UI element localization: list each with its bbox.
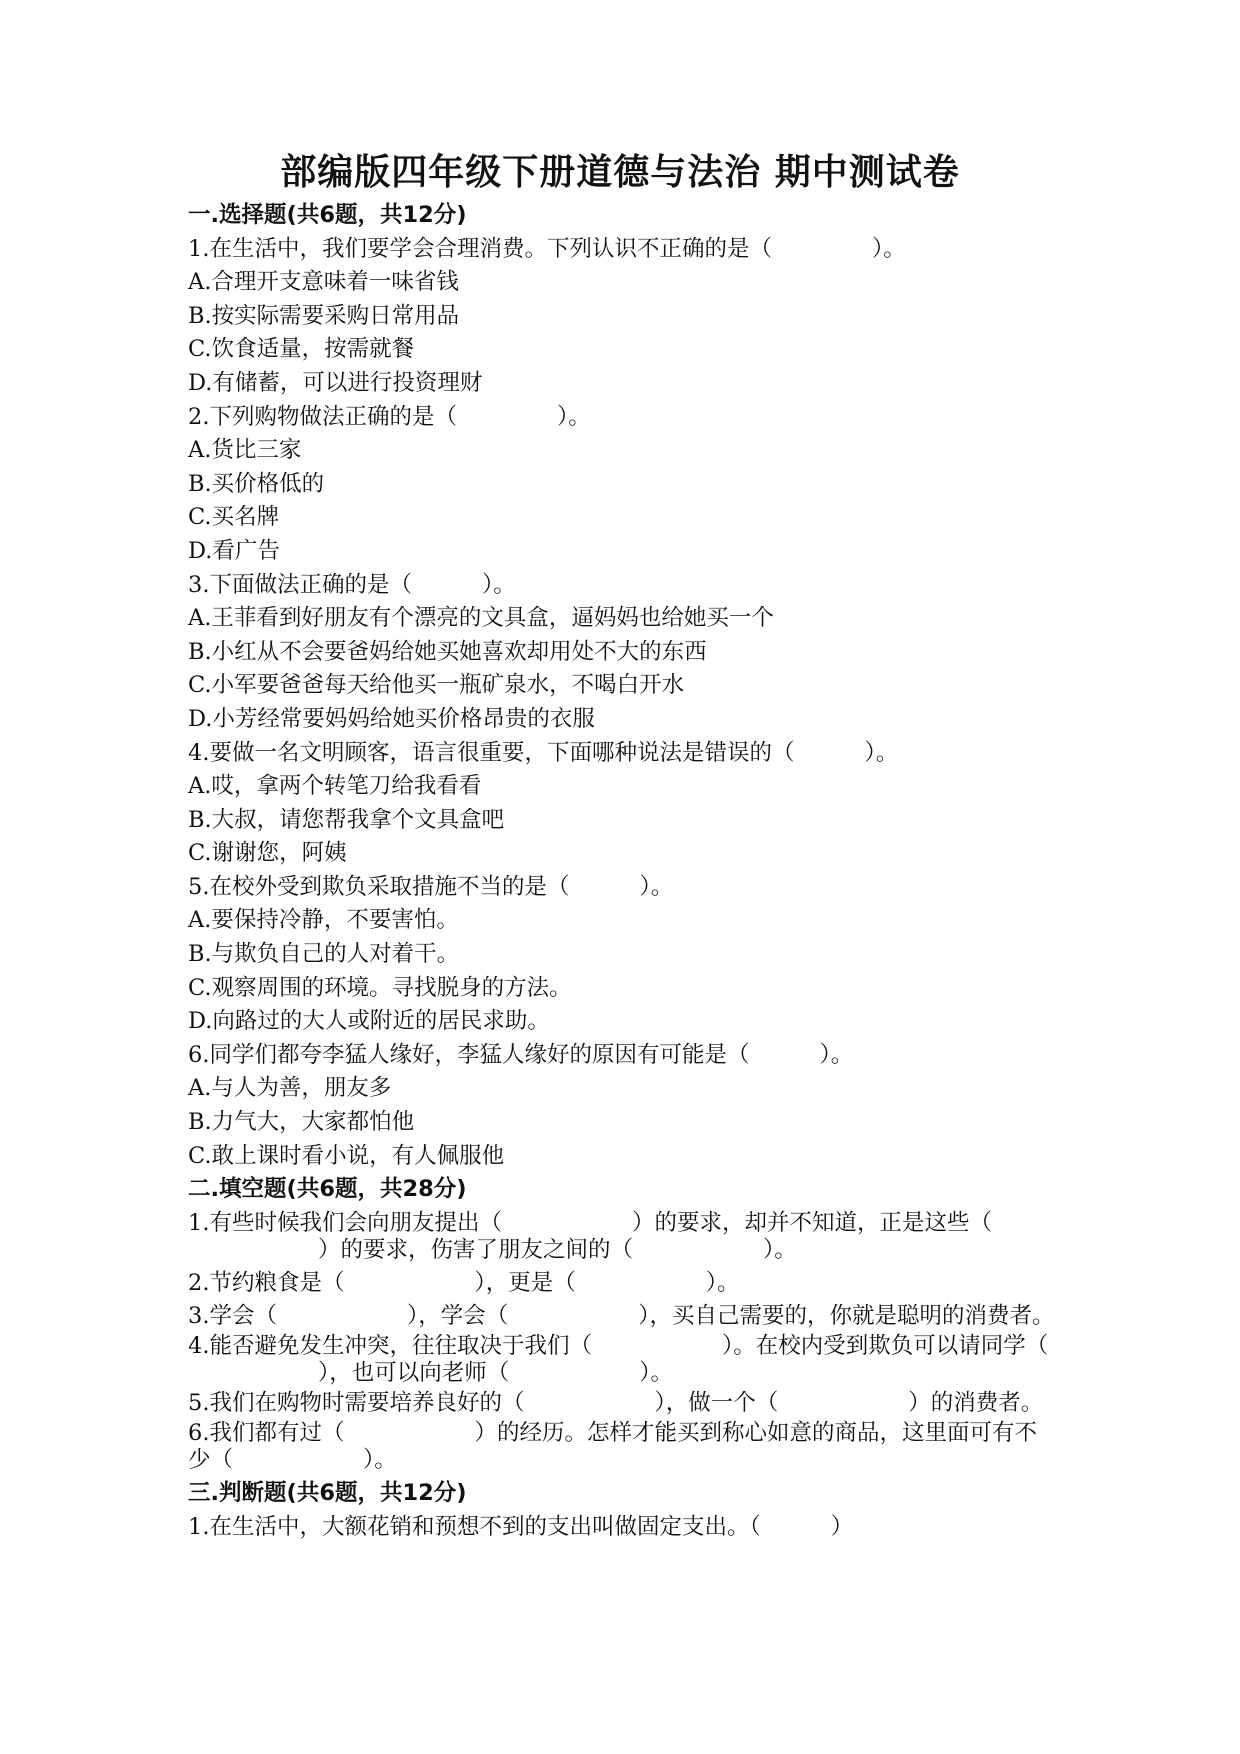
option: D.向路过的大人或附近的居民求助。 xyxy=(188,1008,550,1035)
section-header-fill: 二.填空题(共6题，共28分) xyxy=(188,1176,467,1203)
option: B.力气大，大家都怕他 xyxy=(188,1109,415,1136)
question-stem: 5.在校外受到欺负采取措施不当的是（ ）。 xyxy=(188,873,674,900)
option: B.与欺负自己的人对着干。 xyxy=(188,941,460,968)
question-stem: 2.下列购物做法正确的是（ ）。 xyxy=(188,403,591,430)
exam-content xyxy=(188,199,1058,1545)
fill-question: 1.有些时候我们会向朋友提出（ ）的要求，却并不知道，正是这些（）的要求，伤害了朋友之间的（ ）。 xyxy=(188,1209,992,1263)
option: B.按实际需要采购日常用品 xyxy=(188,302,460,329)
option: C.小军要爸爸每天给他买一瓶矿泉水，不喝白开水 xyxy=(188,672,685,699)
question-stem: 1.在生活中，我们要学会合理消费。下列认识不正确的是（ ）。 xyxy=(188,235,906,262)
question-stem: 3.下面做法正确的是（ ）。 xyxy=(188,571,516,598)
option: C.谢谢您，阿姨 xyxy=(188,840,347,867)
exam-title: 部编版四年级下册道德与法治 期中测试卷 xyxy=(280,152,960,193)
question-stem: 4.要做一名文明顾客，语言很重要，下面哪种说法是错误的（ ）。 xyxy=(188,739,899,766)
option: A.哎，拿两个转笔刀给我看看 xyxy=(188,773,482,800)
option: D.小芳经常要妈妈给她买价格昂贵的衣服 xyxy=(188,705,595,732)
option: A.与人为善，朋友多 xyxy=(188,1075,392,1102)
option: C.买名牌 xyxy=(188,504,280,531)
option: A.合理开支意味着一味省钱 xyxy=(188,269,459,296)
section-header-judge: 三.判断题(共6题，共12分) xyxy=(188,1480,467,1507)
section-header-choice: 一.选择题(共6题，共12分) xyxy=(188,202,467,228)
option: A.货比三家 xyxy=(188,437,302,464)
question-stem: 6.同学们都夸李猛人缘好，李猛人缘好的原因有可能是（ ）。 xyxy=(188,1041,854,1068)
option: B.大叔，请您帮我拿个文具盒吧 xyxy=(188,806,505,833)
option: B.小红从不会要爸妈给她买她喜欢却用处不大的东西 xyxy=(188,638,707,665)
option: D.有储蓄，可以进行投资理财 xyxy=(188,369,483,396)
judge-question: 1.在生活中，大额花销和预想不到的支出叫做固定支出。（ ） xyxy=(188,1514,854,1540)
fill-question: 3.学会（ ），学会（ ），买自己需要的，你就是聪明的消费者。 xyxy=(188,1303,1055,1330)
option: C.饮食适量，按需就餐 xyxy=(188,336,415,363)
option: A.要保持冷静，不要害怕。 xyxy=(188,907,459,934)
option: D.看广告 xyxy=(188,537,280,564)
option: C.观察周围的环境。寻找脱身的方法。 xyxy=(188,974,572,1001)
option: B.买价格低的 xyxy=(188,470,325,497)
option: A.王菲看到好朋友有个漂亮的文具盒，逼妈妈也给她买一个 xyxy=(188,605,774,632)
fill-question: 6.我们都有过（ ）的经历。怎样才能买到称心如意的商品，这里面可有不少（ ）。 xyxy=(188,1420,1037,1474)
fill-question: 2.节约粮食是（ ），更是（ ）。 xyxy=(188,1269,740,1296)
option: C.敢上课时看小说，有人佩服他 xyxy=(188,1142,505,1169)
fill-question: 4.能否避免发生冲突，往往取决于我们（ ）。在校内受到欺负可以请同学（），也可以向老师（ ）。 xyxy=(188,1333,1049,1387)
fill-question: 5.我们在购物时需要培养良好的（ ），做一个（ ）的消费者。 xyxy=(188,1390,1044,1417)
